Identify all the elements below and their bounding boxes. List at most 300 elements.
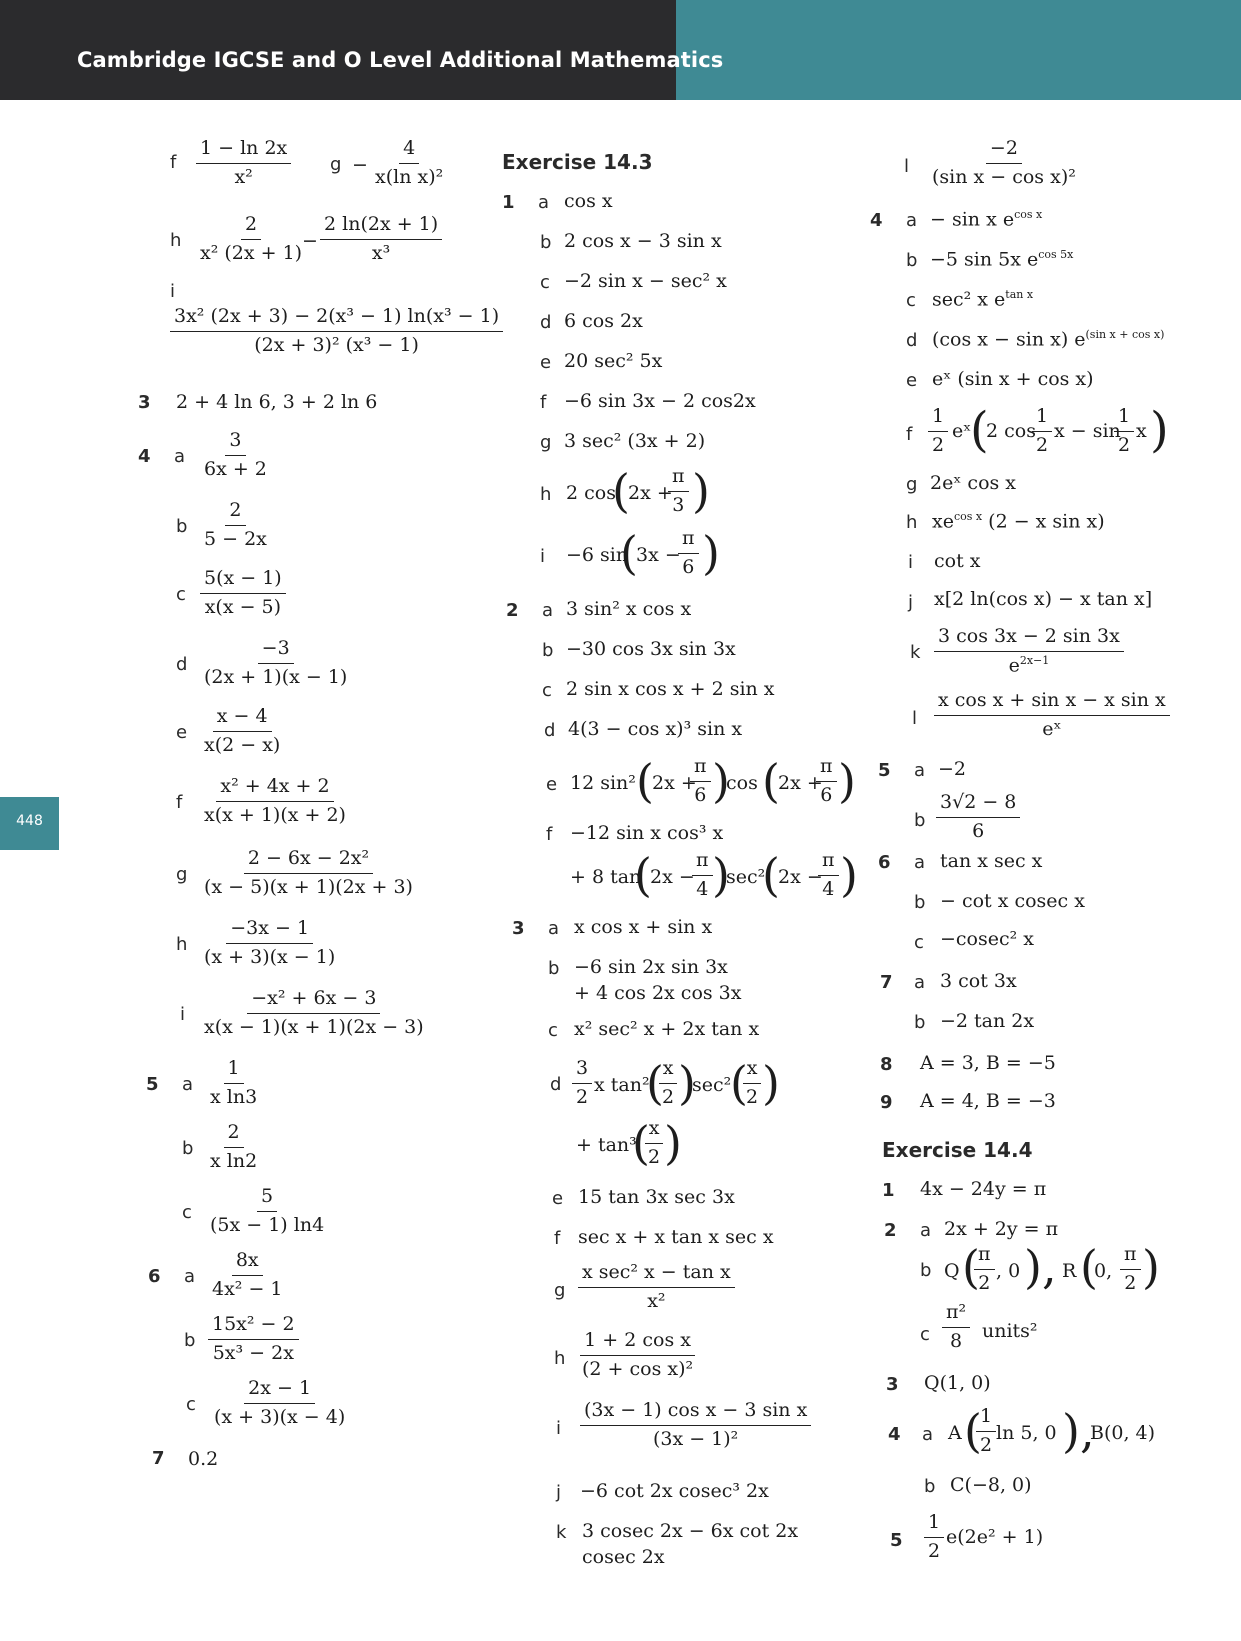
denominator: 4x² − 1 bbox=[212, 1277, 283, 1300]
denominator: eˣ bbox=[1042, 717, 1062, 740]
answer-text: + 8 tan bbox=[570, 866, 642, 888]
answer-text: 2 + 4 ln 6, 3 + 2 ln 6 bbox=[176, 391, 378, 413]
part-label: b bbox=[914, 892, 926, 913]
answer-text: ln 5, 0 bbox=[996, 1422, 1057, 1444]
denominator: 2 bbox=[662, 1085, 675, 1108]
denominator: (2 + cos x)² bbox=[582, 1357, 694, 1380]
part-label: f bbox=[906, 424, 913, 445]
numerator: 3 cos 3x − 2 sin 3x bbox=[934, 626, 1124, 652]
answer-fraction bbox=[200, 706, 284, 757]
answer-fraction bbox=[210, 1378, 349, 1429]
denominator: (x − 5)(x + 1)(2x + 3) bbox=[204, 875, 413, 898]
part-label: c bbox=[914, 932, 924, 953]
answer-text: 20 sec² 5x bbox=[564, 350, 663, 372]
part-label: g bbox=[554, 1280, 566, 1301]
part-label: i bbox=[170, 281, 176, 302]
question-number: 3 bbox=[886, 1374, 899, 1395]
answer-text: −6 sin bbox=[566, 544, 629, 566]
numerator: π bbox=[690, 756, 711, 782]
denominator: 2 bbox=[978, 1271, 991, 1294]
numerator: 1 bbox=[924, 1512, 944, 1538]
numerator: 2 − 6x − 2x² bbox=[244, 848, 373, 874]
left-paren: ( bbox=[612, 464, 630, 518]
denominator: (sin x − cos x)² bbox=[932, 165, 1076, 188]
denominator: 2 bbox=[932, 433, 945, 456]
denominator: (2x + 3)² (x³ − 1) bbox=[254, 333, 419, 356]
part-label: d bbox=[176, 654, 188, 675]
answer-text: eˣ (sin x + cos x) bbox=[932, 368, 1094, 390]
denominator: (x + 3)(x − 4) bbox=[214, 1405, 346, 1428]
answer-fraction bbox=[976, 1406, 996, 1457]
answer-text: + tan³ bbox=[576, 1134, 637, 1156]
answer-fraction bbox=[200, 430, 271, 481]
part-label: b bbox=[924, 1476, 936, 1497]
numerator: 8x bbox=[232, 1250, 263, 1276]
part-label: a bbox=[920, 1220, 932, 1241]
part-label: l bbox=[904, 156, 910, 177]
numerator: x bbox=[645, 1118, 664, 1144]
answer-text: sec x + x tan x sec x bbox=[578, 1226, 774, 1248]
part-label: b bbox=[542, 640, 554, 661]
numerator: 1 bbox=[1032, 406, 1052, 432]
answer-text: −6 cot 2x cosec³ 2x bbox=[580, 1480, 769, 1502]
right-paren: ) bbox=[692, 464, 710, 518]
part-label: e bbox=[546, 774, 558, 795]
left-paren: ( bbox=[962, 1240, 980, 1294]
numerator: −2 bbox=[986, 138, 1022, 164]
answer-text: −5 sin 5x $e^{cos 5x}$ bbox=[930, 248, 1074, 271]
numerator: x bbox=[743, 1058, 762, 1084]
answer-text: 15 tan 3x sec 3x bbox=[578, 1186, 735, 1208]
answer-text: 2 cos bbox=[986, 420, 1036, 442]
part-label: b bbox=[176, 516, 188, 537]
part-label: e bbox=[906, 370, 918, 391]
answer-fraction bbox=[200, 848, 417, 899]
minus-sign: − bbox=[302, 230, 318, 252]
answer-fraction bbox=[1032, 406, 1052, 457]
part-label: a bbox=[922, 1424, 934, 1445]
numerator: 2 bbox=[241, 214, 261, 240]
denominator: 2 bbox=[1124, 1271, 1137, 1294]
part-label: c bbox=[906, 290, 916, 311]
denominator: 2 bbox=[576, 1085, 589, 1108]
numerator: 1 − ln 2x bbox=[196, 138, 291, 164]
answer-text: A bbox=[948, 1422, 962, 1444]
denominator: 5x³ − 2x bbox=[212, 1341, 294, 1364]
numerator: 15x² − 2 bbox=[208, 1314, 299, 1340]
answer-text: tan x sec x bbox=[940, 850, 1043, 872]
answer-text: 12 sin² bbox=[570, 772, 636, 794]
numerator: π bbox=[816, 756, 837, 782]
numerator: x cos x + sin x − x sin x bbox=[934, 690, 1170, 716]
part-label: g bbox=[176, 864, 188, 885]
book-title: Cambridge IGCSE and O Level Additional Mathematics bbox=[77, 48, 724, 72]
answer-text: 6 cos 2x bbox=[564, 310, 643, 332]
right-paren: ) bbox=[664, 1116, 682, 1170]
denominator: 6x + 2 bbox=[204, 457, 267, 480]
answer-fraction bbox=[578, 1330, 697, 1381]
part-label: b bbox=[548, 958, 560, 979]
question-number: 3 bbox=[138, 392, 151, 413]
part-label: f bbox=[170, 152, 177, 173]
part-label: g bbox=[540, 432, 552, 453]
answer-fraction bbox=[658, 1058, 678, 1109]
answer-text: 2 cos x − 3 sin x bbox=[564, 230, 722, 252]
left-paren: ( bbox=[762, 848, 780, 902]
answer-text: 2eˣ cos x bbox=[930, 472, 1017, 494]
numerator: −3 bbox=[258, 638, 294, 664]
part-label: k bbox=[910, 642, 921, 663]
part-label: c bbox=[920, 1324, 930, 1345]
answer-text: 2 cos bbox=[566, 482, 616, 504]
part-label: b bbox=[914, 1012, 926, 1033]
left-paren: ( bbox=[620, 526, 638, 580]
denominator: 2 bbox=[928, 1539, 941, 1562]
part-label: i bbox=[908, 552, 914, 573]
numerator: 5 bbox=[257, 1186, 277, 1212]
right-paren: ) bbox=[1150, 402, 1169, 458]
part-label: b bbox=[906, 250, 918, 271]
part-label: g bbox=[330, 154, 342, 175]
left-paren: ( bbox=[762, 754, 780, 808]
answer-text: 4x − 24y = π bbox=[920, 1178, 1047, 1200]
answer-fraction bbox=[200, 500, 271, 551]
denominator: x(ln x)² bbox=[375, 165, 444, 188]
answer-text: −2 bbox=[938, 758, 967, 780]
answer-text: 3 sin² x cos x bbox=[566, 598, 692, 620]
part-label: h bbox=[176, 934, 188, 955]
denominator: x² bbox=[647, 1289, 666, 1312]
answer-fraction bbox=[196, 138, 291, 189]
left-paren: ( bbox=[730, 1056, 748, 1110]
answer-text: units² bbox=[982, 1320, 1038, 1342]
denominator: (2x + 1)(x − 1) bbox=[204, 665, 348, 688]
answer-text: 3 cosec 2x − 6x cot 2x bbox=[582, 1520, 799, 1542]
part-label: a bbox=[914, 852, 926, 873]
part-label: a bbox=[914, 760, 926, 781]
answer-text: x² sec² x + 2x tan x bbox=[574, 1018, 760, 1040]
question-number: 5 bbox=[890, 1530, 903, 1551]
part-label: h bbox=[540, 484, 552, 505]
left-paren: ( bbox=[964, 1404, 982, 1458]
denominator: 8 bbox=[950, 1329, 963, 1352]
answer-fraction bbox=[974, 1244, 995, 1295]
answer-text: − sin x $e^{cos x}$ bbox=[930, 208, 1043, 231]
answer-fraction bbox=[928, 138, 1080, 189]
numerator: −x² + 6x − 3 bbox=[247, 988, 380, 1014]
answer-text: Q(1, 0) bbox=[924, 1372, 991, 1394]
numerator: π bbox=[692, 850, 713, 876]
part-label: a bbox=[906, 210, 918, 231]
answer-text: −2 sin x − sec² x bbox=[564, 270, 727, 292]
numerator: π² bbox=[942, 1302, 970, 1328]
answer-text: $xe^{cos x}$ (2 − x sin x) bbox=[932, 510, 1105, 533]
denominator: 2 bbox=[746, 1085, 759, 1108]
question-number: 8 bbox=[880, 1054, 893, 1075]
right-paren: ), bbox=[1024, 1240, 1057, 1294]
part-label: f bbox=[176, 792, 183, 813]
answer-text: x cos x + sin x bbox=[574, 916, 713, 938]
answer-text: 2x + bbox=[652, 772, 697, 794]
part-label: b bbox=[540, 232, 552, 253]
part-label: e bbox=[552, 1188, 564, 1209]
answer-text: 3x − bbox=[636, 544, 681, 566]
left-paren: ( bbox=[632, 1116, 650, 1170]
numerator: 3√2 − 8 bbox=[936, 792, 1020, 818]
denominator: 2 bbox=[1036, 433, 1049, 456]
answer-text: 2x + bbox=[628, 482, 673, 504]
question-number: 3 bbox=[512, 918, 525, 939]
numerator: 1 + 2 cos x bbox=[580, 1330, 695, 1356]
part-label: a bbox=[184, 1266, 196, 1287]
answer-fraction bbox=[678, 528, 699, 579]
denominator: 6 bbox=[820, 783, 833, 806]
denominator: 5 − 2x bbox=[204, 527, 267, 550]
part-label: c bbox=[548, 1020, 558, 1041]
answer-fraction bbox=[170, 306, 503, 357]
question-number: 4 bbox=[870, 210, 883, 231]
answer-text: 2x − bbox=[650, 866, 695, 888]
part-label: b bbox=[920, 1260, 932, 1281]
part-label: i bbox=[556, 1418, 562, 1439]
question-number: 1 bbox=[502, 192, 515, 213]
question-number: 5 bbox=[146, 1074, 159, 1095]
answer-text: x tan² bbox=[594, 1074, 650, 1096]
answer-text: e(2e² + 1) bbox=[946, 1526, 1044, 1548]
answer-text: sec² bbox=[726, 866, 766, 888]
question-number: 2 bbox=[884, 1220, 897, 1241]
header-teal-band bbox=[676, 0, 1241, 100]
answer-fraction bbox=[200, 638, 351, 689]
denominator: (3x − 1)² bbox=[652, 1427, 739, 1450]
answer-text: x − sin bbox=[1054, 420, 1121, 442]
denominator: 2 bbox=[648, 1145, 661, 1168]
answer-fraction bbox=[206, 1122, 261, 1173]
part-label: c bbox=[186, 1394, 196, 1415]
answer-text: 2 sin x cos x + 2 sin x bbox=[566, 678, 775, 700]
denominator: x² (2x + 1) bbox=[200, 241, 303, 264]
part-label: e bbox=[176, 722, 188, 743]
numerator: 3 bbox=[572, 1058, 592, 1084]
part-label: j bbox=[556, 1482, 562, 1503]
answer-text: −6 sin 2x sin 3x bbox=[574, 956, 728, 978]
part-label: c bbox=[176, 584, 186, 605]
right-paren: ) bbox=[1142, 1240, 1160, 1294]
header-banner bbox=[0, 0, 1241, 100]
answer-fraction bbox=[206, 1186, 328, 1237]
answer-fraction bbox=[942, 1302, 970, 1353]
answer-text: cosec 2x bbox=[582, 1546, 665, 1568]
exercise-heading: Exercise 14.4 bbox=[882, 1138, 1033, 1162]
denominator: 4 bbox=[822, 877, 835, 900]
question-number: 7 bbox=[880, 972, 893, 993]
part-label: d bbox=[906, 330, 918, 351]
answer-fraction bbox=[928, 406, 948, 457]
denominator: x(2 − x) bbox=[204, 733, 281, 756]
answer-text: eˣ bbox=[952, 420, 972, 442]
numerator: 2 ln(2x + 1) bbox=[320, 214, 442, 240]
answer-text: 2x + bbox=[778, 772, 823, 794]
answer-text: −6 sin 3x − 2 cos2x bbox=[564, 390, 756, 412]
answer-text: 3 sec² (3x + 2) bbox=[564, 430, 706, 452]
right-paren: ) bbox=[762, 1056, 780, 1110]
part-label: k bbox=[556, 1522, 567, 1543]
answer-text: sec² x $e^{tan x}$ bbox=[932, 288, 1034, 311]
answer-fraction bbox=[934, 690, 1170, 741]
answer-fraction bbox=[644, 1118, 664, 1169]
answer-text: 3 cot 3x bbox=[940, 970, 1017, 992]
answer-fraction bbox=[200, 776, 350, 827]
denominator: 2 bbox=[980, 1433, 993, 1456]
part-label: h bbox=[906, 512, 918, 533]
answer-fraction bbox=[196, 214, 306, 265]
part-label: d bbox=[540, 312, 552, 333]
minus-sign: − bbox=[352, 154, 368, 176]
numerator: 1 bbox=[976, 1406, 996, 1432]
part-label: a bbox=[538, 192, 550, 213]
question-number: 1 bbox=[882, 1180, 895, 1201]
left-paren: ( bbox=[646, 1056, 664, 1110]
answer-text: −cosec² x bbox=[940, 928, 1035, 950]
part-label: g bbox=[906, 474, 918, 495]
answer-text: − cot x cosec x bbox=[940, 890, 1085, 912]
question-number: 7 bbox=[152, 1448, 165, 1469]
answer-text: sec² bbox=[692, 1074, 732, 1096]
answer-fraction bbox=[818, 850, 839, 901]
answer-text: −2 tan 2x bbox=[940, 1010, 1035, 1032]
denominator: x² bbox=[234, 165, 253, 188]
denominator: 6 bbox=[694, 783, 707, 806]
denominator: x(x − 1)(x + 1)(2x − 3) bbox=[204, 1015, 424, 1038]
left-paren: ( bbox=[970, 402, 989, 458]
answer-text: (cos x − sin x) $e^{(sin x + cos x)}$ bbox=[932, 328, 1165, 351]
question-number: 5 bbox=[878, 760, 891, 781]
numerator: x sec² x − tan x bbox=[578, 1262, 735, 1288]
answer-fraction bbox=[934, 626, 1124, 677]
page-number: 448 bbox=[16, 813, 43, 829]
answer-fraction bbox=[206, 1058, 261, 1109]
answer-fraction bbox=[690, 756, 711, 807]
answer-text: Q bbox=[944, 1260, 960, 1282]
numerator: π bbox=[678, 528, 699, 554]
question-number: 9 bbox=[880, 1092, 893, 1113]
left-paren: ( bbox=[636, 754, 654, 808]
question-number: 4 bbox=[138, 446, 151, 467]
answer-fraction bbox=[936, 792, 1020, 843]
answer-fraction bbox=[578, 1262, 735, 1313]
denominator: (x + 3)(x − 1) bbox=[204, 945, 336, 968]
numerator: 1 bbox=[1114, 406, 1134, 432]
denominator: x ln2 bbox=[210, 1149, 258, 1172]
answer-text: 2x − bbox=[778, 866, 823, 888]
numerator: x bbox=[659, 1058, 678, 1084]
answer-text: cos x bbox=[564, 190, 613, 212]
part-label: d bbox=[550, 1074, 562, 1095]
denominator: x ln3 bbox=[210, 1085, 258, 1108]
answer-fraction bbox=[200, 918, 339, 969]
question-number: 6 bbox=[878, 852, 891, 873]
part-label: f bbox=[554, 1228, 561, 1249]
question-number: 4 bbox=[888, 1424, 901, 1445]
answer-text: , 0 bbox=[996, 1260, 1021, 1282]
answer-fraction bbox=[320, 214, 442, 265]
numerator: 3x² (2x + 3) − 2(x³ − 1) ln(x³ − 1) bbox=[170, 306, 503, 332]
question-number: 2 bbox=[506, 600, 519, 621]
answer-fraction bbox=[1114, 406, 1134, 457]
denominator: x(x − 5) bbox=[204, 595, 282, 618]
answer-fraction bbox=[580, 1400, 811, 1451]
answer-fraction bbox=[692, 850, 713, 901]
part-label: h bbox=[170, 230, 182, 251]
denominator: $e^{2x-1}$ bbox=[1008, 653, 1050, 677]
part-label: l bbox=[912, 708, 918, 729]
numerator: π bbox=[1120, 1244, 1141, 1270]
answer-fraction bbox=[200, 568, 286, 619]
right-paren: ) bbox=[712, 754, 730, 808]
part-label: a bbox=[542, 600, 554, 621]
numerator: π bbox=[974, 1244, 995, 1270]
numerator: 2x − 1 bbox=[244, 1378, 315, 1404]
numerator: 4 bbox=[399, 138, 419, 164]
numerator: π bbox=[818, 850, 839, 876]
denominator: x³ bbox=[371, 241, 391, 264]
answer-text: cot x bbox=[934, 550, 981, 572]
part-label: a bbox=[174, 446, 186, 467]
denominator: 6 bbox=[972, 819, 985, 842]
denominator: 6 bbox=[682, 555, 695, 578]
numerator: 1 bbox=[224, 1058, 244, 1084]
numerator: −3x − 1 bbox=[226, 918, 313, 944]
part-label: e bbox=[540, 352, 552, 373]
denominator: x(x + 1)(x + 2) bbox=[204, 803, 346, 826]
answer-text: A = 3, B = −5 bbox=[920, 1052, 1056, 1074]
answer-fraction bbox=[1120, 1244, 1141, 1295]
numerator: π bbox=[668, 466, 689, 492]
part-label: h bbox=[554, 1348, 566, 1369]
part-label: c bbox=[540, 272, 550, 293]
answer-text: 2x + 2y = π bbox=[944, 1218, 1059, 1240]
answer-text: C(−8, 0) bbox=[950, 1474, 1032, 1496]
part-label: b bbox=[914, 810, 926, 831]
denominator: (5x − 1) ln4 bbox=[210, 1213, 325, 1236]
numerator: 2 bbox=[224, 1122, 244, 1148]
denominator: 3 bbox=[672, 493, 685, 516]
answer-text: −12 sin x cos³ x bbox=[570, 822, 724, 844]
numerator: x − 4 bbox=[213, 706, 272, 732]
answer-text: x bbox=[1136, 420, 1147, 442]
part-label: a bbox=[914, 972, 926, 993]
answer-text: + 4 cos 2x cos 3x bbox=[574, 982, 742, 1004]
answer-fraction bbox=[200, 988, 428, 1039]
numerator: 3 bbox=[225, 430, 245, 456]
answer-fraction bbox=[572, 1058, 592, 1109]
numerator: 1 bbox=[928, 406, 948, 432]
numerator: 5(x − 1) bbox=[200, 568, 286, 594]
right-paren: ) bbox=[702, 526, 720, 580]
right-paren: ) bbox=[712, 848, 730, 902]
right-paren: ) bbox=[838, 754, 856, 808]
answer-fraction bbox=[208, 1250, 287, 1301]
numerator: 2 bbox=[225, 500, 245, 526]
answer-text: 0, bbox=[1094, 1260, 1113, 1282]
numerator: x² + 4x + 2 bbox=[216, 776, 333, 802]
denominator: 2 bbox=[1118, 433, 1131, 456]
part-label: f bbox=[546, 824, 553, 845]
part-label: a bbox=[548, 918, 560, 939]
answer-fraction bbox=[371, 138, 447, 189]
part-label: f bbox=[540, 392, 547, 413]
left-paren: ( bbox=[1080, 1240, 1098, 1294]
